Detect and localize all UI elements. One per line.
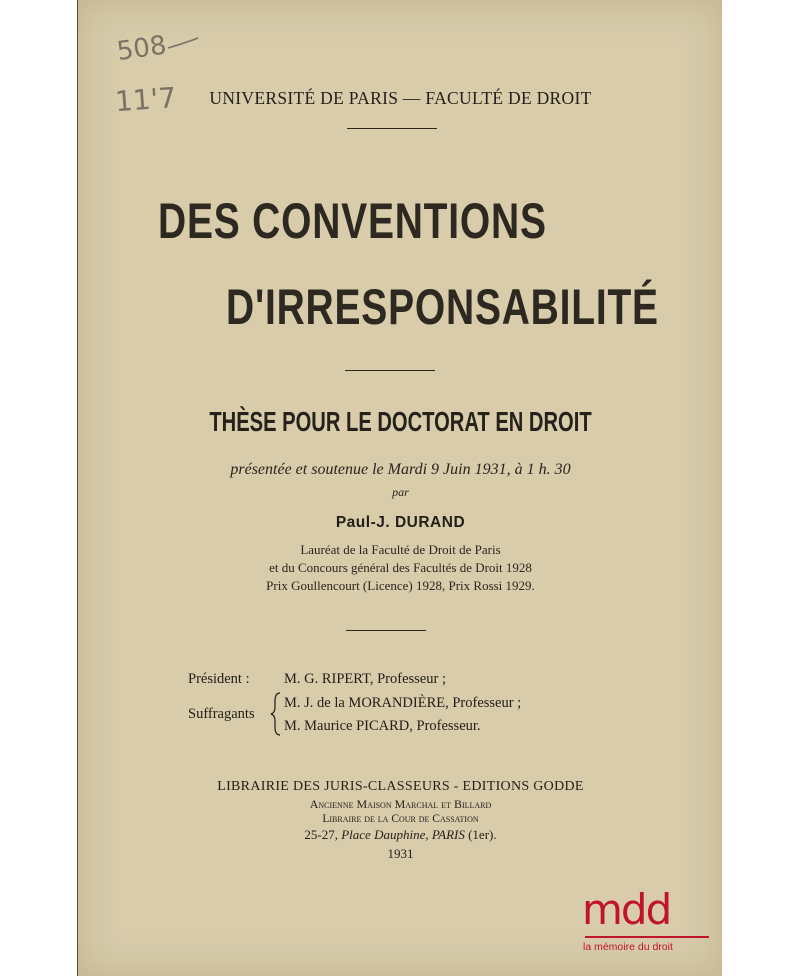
address-arrondissement: (1er).	[468, 827, 497, 842]
brace-icon	[270, 691, 282, 737]
thesis-heading: THÈSE POUR LE DOCTORAT EN DROIT	[209, 406, 592, 437]
laureat-line-3: Prix Goullencourt (Licence) 1928, Prix Rossi 1929.	[266, 578, 535, 593]
mdd-logo	[582, 886, 722, 966]
president-label: Président :	[188, 671, 250, 687]
address-city: PARIS	[431, 827, 465, 842]
handwritten-number-1: 508	[115, 30, 169, 68]
logo-tagline: la mémoire du droit	[583, 941, 673, 953]
address-number: 25-27,	[304, 827, 338, 842]
author-name: Paul-J. DURAND	[335, 514, 466, 531]
university-heading: UNIVERSITÉ DE PARIS — FACULTÉ DE DROIT	[209, 88, 592, 108]
scan-margin-right	[722, 0, 800, 976]
address-street: Place Dauphine,	[341, 827, 429, 842]
divider-title	[345, 370, 435, 371]
suffragants-label: Suffragants	[188, 706, 255, 722]
publisher-address	[78, 827, 723, 843]
by-label: par	[392, 485, 409, 499]
thesis-cover-page	[77, 0, 724, 976]
handwritten-number-2: 11'7	[113, 81, 178, 119]
laureat-line-1: Lauréat de la Faculté de Droit de Paris	[300, 542, 501, 557]
publisher-block	[78, 779, 723, 862]
logo-underline	[585, 936, 709, 938]
publisher-court: Libraire de la Cour de Cassation	[322, 813, 479, 825]
logo-mark: mdd	[582, 885, 671, 934]
publication-year: 1931	[387, 846, 414, 861]
president-name: M. G. RIPERT, Professeur ;	[284, 671, 446, 687]
divider-top	[347, 128, 437, 129]
suffragant-1: M. J. de la MORANDIÈRE, Professeur ;	[284, 695, 522, 711]
publisher-name: LIBRAIRIE DES JURIS-CLASSEURS - EDITIONS GODDE	[217, 779, 584, 794]
title-line-2: D'IRRESPONSABILITÉ	[226, 279, 659, 335]
laureat-line-2: et du Concours général des Facultés de Droit 1928	[269, 560, 532, 575]
publisher-former-house: Ancienne Maison Marchal et Billard	[309, 797, 492, 811]
scan-margin-left	[0, 0, 77, 976]
title-line-1: DES CONVENTIONS	[158, 193, 547, 249]
suffragant-2: M. Maurice PICARD, Professeur.	[284, 718, 481, 734]
divider-jury	[346, 630, 426, 631]
defense-date: présentée et soutenue le Mardi 9 Juin 1931, à 1 h. 30	[230, 461, 571, 478]
